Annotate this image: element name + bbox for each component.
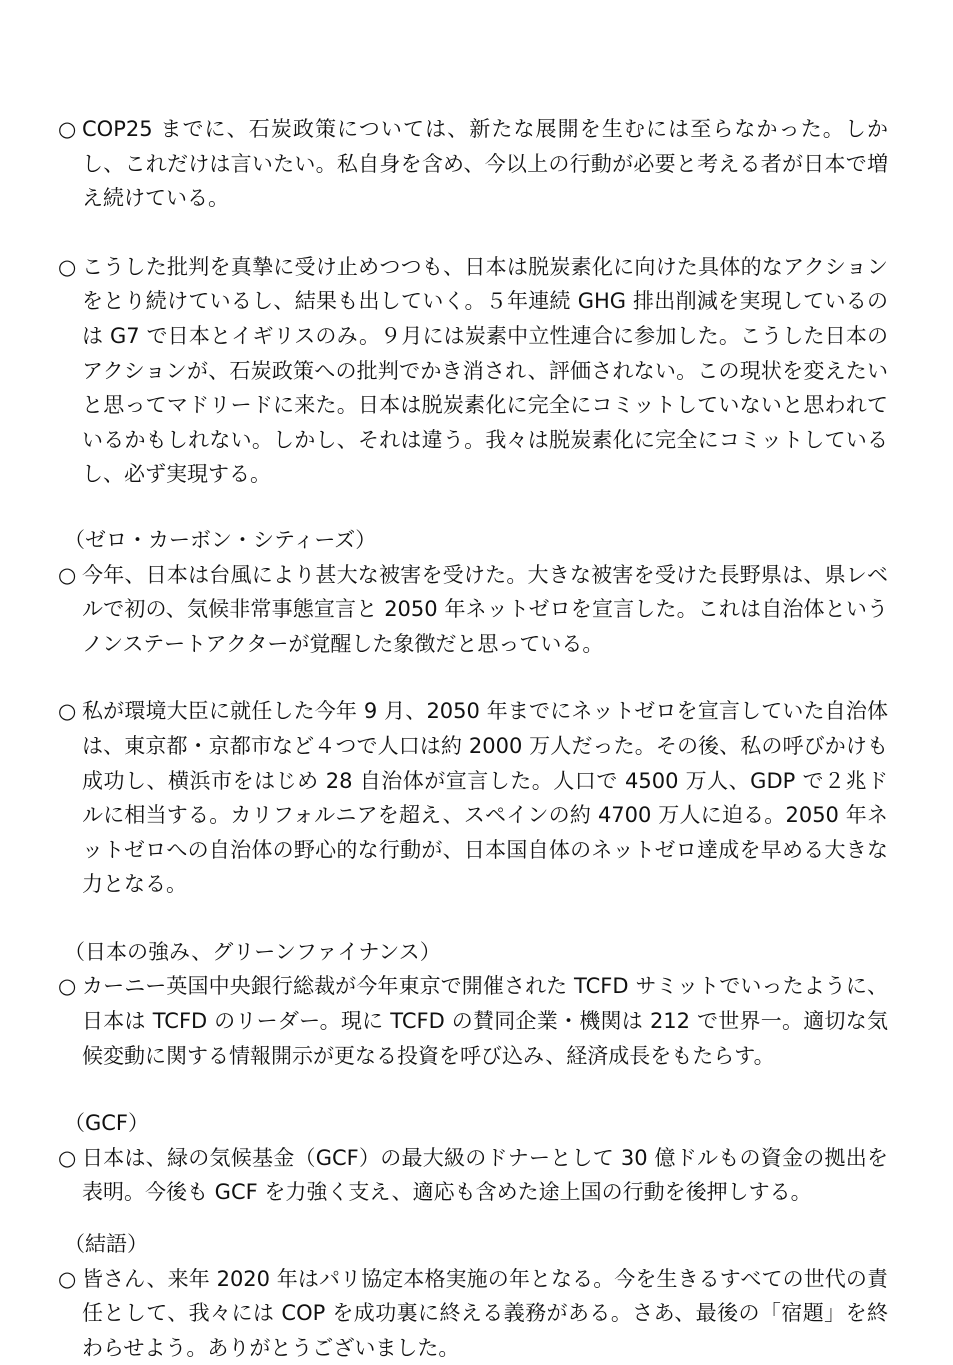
paragraph-text: 私が環境大臣に就任した今年 9 月、2050 年までにネットゼロを宣言していた自治体は、東京都・京都市など４つで人口は約 2000 万人だった。その後、私の呼びかけも成功し、横浜市をはじめ 28 自治体が宣言した。人口で 4500 万人、GDP で２兆ドルに相当する。カリフォルニアを超え、スペインの約 4700 万人に迫る。2050 年ネットゼロへの自治体の野心的な行動が、日本国自体のネットゼロ達成を早める大きな力となる。: [82, 699, 888, 897]
paragraph-municipal-net-zero: [58, 694, 888, 902]
paragraph-text: カーニー英国中央銀行総裁が今年東京で開催された TCFD サミットでいったように、日本は TCFD のリーダー。現に TCFD の賛同企業・機関は 212 で世界一。適切な気候変動に関する情報開示が更なる投資を呼び込み、経済成長をもたらす。: [82, 974, 888, 1068]
bullet-mark: ○: [58, 1145, 77, 1170]
paragraph-tcfd: [58, 969, 888, 1073]
heading-green-finance: （日本の強み、グリーンファイナンス）: [64, 939, 441, 964]
paragraph-conclusion: [58, 1262, 888, 1365]
paragraph-text: 皆さん、来年 2020 年はパリ協定本格実施の年となる。今を生きるすべての世代の責任として、我々には COP を成功裏に終える義務がある。さあ、最後の「宿題」を終わらせよう。ありがとうございました。: [82, 1266, 888, 1360]
bullet-mark: ○: [58, 562, 77, 587]
heading-zero-carbon-cities: （ゼロ・カーボン・シティーズ）: [64, 527, 377, 552]
paragraph-text: COP25 までに、石炭政策については、新たな展開を生むには至らなかった。しかし、これだけは言いたい。私自身を含め、今以上の行動が必要と考える者が日本で増え続けている。: [82, 117, 888, 211]
paragraph-decarbonization-actions: [58, 250, 888, 492]
paragraph-gcf-contribution: [58, 1141, 888, 1210]
document-page: [58, 112, 888, 1365]
paragraph-text: 日本は、緑の気候基金（GCF）の最大級のドナーとして 30 億ドルもの資金の拠出を表明。今後も GCF を力強く支え、適応も含めた途上国の行動を後押しする。: [82, 1145, 888, 1205]
bullet-mark: ○: [58, 699, 77, 724]
paragraph-text: 今年、日本は台風により甚大な被害を受けた。大きな被害を受けた長野県は、県レベルで初の、気候非常事態宣言と 2050 年ネットゼロを宣言した。これは自治体というノンステートアクターが覚醒した象徴だと思っている。: [82, 562, 888, 656]
bullet-mark: ○: [58, 974, 77, 999]
bullet-mark: ○: [58, 1266, 77, 1291]
paragraph-nagano-declaration: [58, 558, 888, 662]
paragraph-text: こうした批判を真摯に受け止めつつも、日本は脱炭素化に向けた具体的なアクションをとり続けているし、結果も出していく。５年連続 GHG 排出削減を実現しているのは G7 で日本とイギリスのみ。９月には炭素中立性連合に参加した。こうした日本のアクションが、石炭政策への批判でかき消され、評価されない。この現状を変えたいと思ってマドリードに来た。日本は脱炭素化に完全にコミットしていないと思われているかもしれない。しかし、それは違う。我々は脱炭素化に完全にコミットしているし、必ず実現する。: [82, 254, 888, 487]
paragraph-cop25-coal-policy: [58, 112, 888, 216]
heading-gcf: （GCF）: [64, 1111, 150, 1136]
bullet-mark: ○: [58, 117, 77, 141]
heading-conclusion: （結語）: [64, 1232, 148, 1257]
bullet-mark: ○: [58, 254, 77, 279]
